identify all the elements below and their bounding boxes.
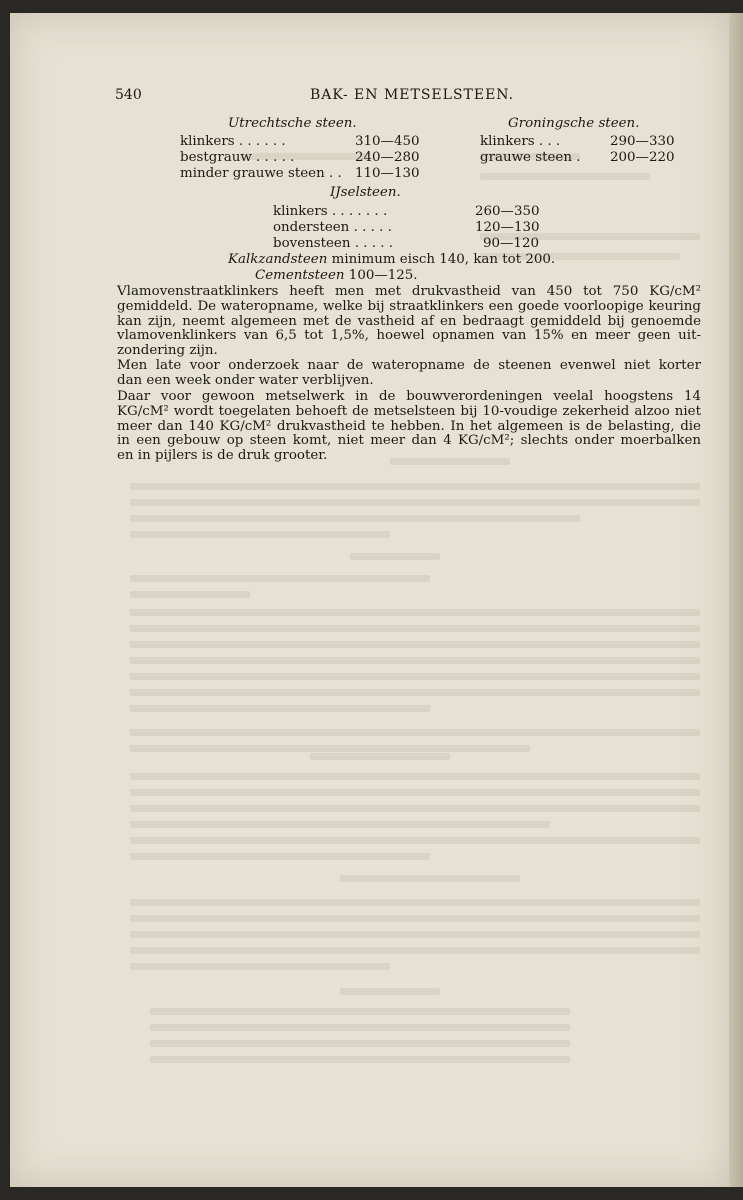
ijssel-heading: IJselsteen. — [330, 185, 401, 200]
text-line: zondering zijn. — [117, 343, 218, 359]
groningen-row-value: 290—330 — [610, 134, 675, 149]
paragraph-metselwerk — [117, 390, 701, 464]
kalkzandsteen-name: Kalkzandsteen — [228, 252, 328, 267]
text-line: meer dan 140 KG/cM² drukvastheid te hebben. In het algemeen is de belasting, die — [117, 418, 701, 434]
text-line: in een gebouw op steen komt, niet meer dan 4 KG/cM²; slechts onder moerbalken — [117, 433, 701, 449]
ijssel-row-value: 90—120 — [483, 236, 539, 251]
cementsteen-text: 100—125. — [348, 268, 418, 283]
text-line: en in pijlers is de druk grooter. — [117, 448, 328, 464]
book-page — [10, 13, 729, 1187]
text-line: vlamovenklinkers van 6,5 tot 1,5%, hoewel opnamen van 15% en meer geen uit- — [117, 328, 701, 344]
paragraph-klinkers — [117, 285, 701, 359]
utrecht-row-label: minder grauwe steen . . — [180, 166, 342, 181]
ijssel-row-value: 120—130 — [475, 220, 540, 235]
cementsteen-line — [255, 268, 418, 284]
groningen-row-label: klinkers . . . — [480, 134, 561, 149]
text-line: gemiddeld. De wateropname, welke bij straatklinkers een goede voorloopige keuring — [117, 298, 701, 314]
utrecht-heading: Utrechtsche steen. — [228, 116, 357, 131]
text-line: Daar voor gewoon metselwerk in de bouwverordeningen veelal hoogstens 14 — [117, 389, 701, 404]
text-line: dan een week onder water verblijven. — [117, 372, 374, 388]
ijssel-row-value: 260—350 — [475, 204, 540, 219]
paragraph-wateropname — [117, 359, 701, 389]
kalkzandsteen-text: minimum eisch 140, kan tot 200. — [331, 252, 556, 267]
utrecht-row-label: klinkers . . . . . . — [180, 134, 286, 149]
groningen-row-value: 200—220 — [610, 150, 675, 165]
ijssel-row-label: bovensteen . . . . . — [273, 236, 394, 251]
utrecht-row-value: 310—450 — [355, 134, 420, 149]
utrecht-row-label: bestgrauw . . . . . — [180, 150, 295, 165]
groningen-heading: Groningsche steen. — [508, 116, 640, 131]
utrecht-row-value: 110—130 — [355, 166, 420, 181]
text-line: KG/cM² wordt toegelaten behoeft de metselsteen bij 10-voudige zekerheid alzoo niet — [117, 403, 701, 419]
ijssel-row-label: ondersteen . . . . . — [273, 220, 392, 235]
text-line: kan zijn, neemt algemeen met de vastheid af en bedraagt gemiddeld bij genoemde — [117, 313, 701, 329]
text-line: Vlamovenstraatklinkers heeft men met drukvastheid van 450 tot 750 KG/cM² — [117, 284, 701, 299]
running-title: BAK- EN METSELSTEEN. — [310, 87, 515, 103]
ijssel-row-label: klinkers . . . . . . . — [273, 204, 388, 219]
kalkzandsteen-line — [228, 252, 555, 268]
cementsteen-name: Cementsteen — [255, 268, 345, 283]
utrecht-row-value: 240—280 — [355, 150, 420, 165]
groningen-row-label: grauwe steen . — [480, 150, 581, 165]
page-number: 540 — [115, 87, 142, 103]
next-page-edge — [729, 13, 743, 1187]
text-line: Men late voor onderzoek naar de wateropname de steenen evenwel niet korter — [117, 358, 701, 373]
